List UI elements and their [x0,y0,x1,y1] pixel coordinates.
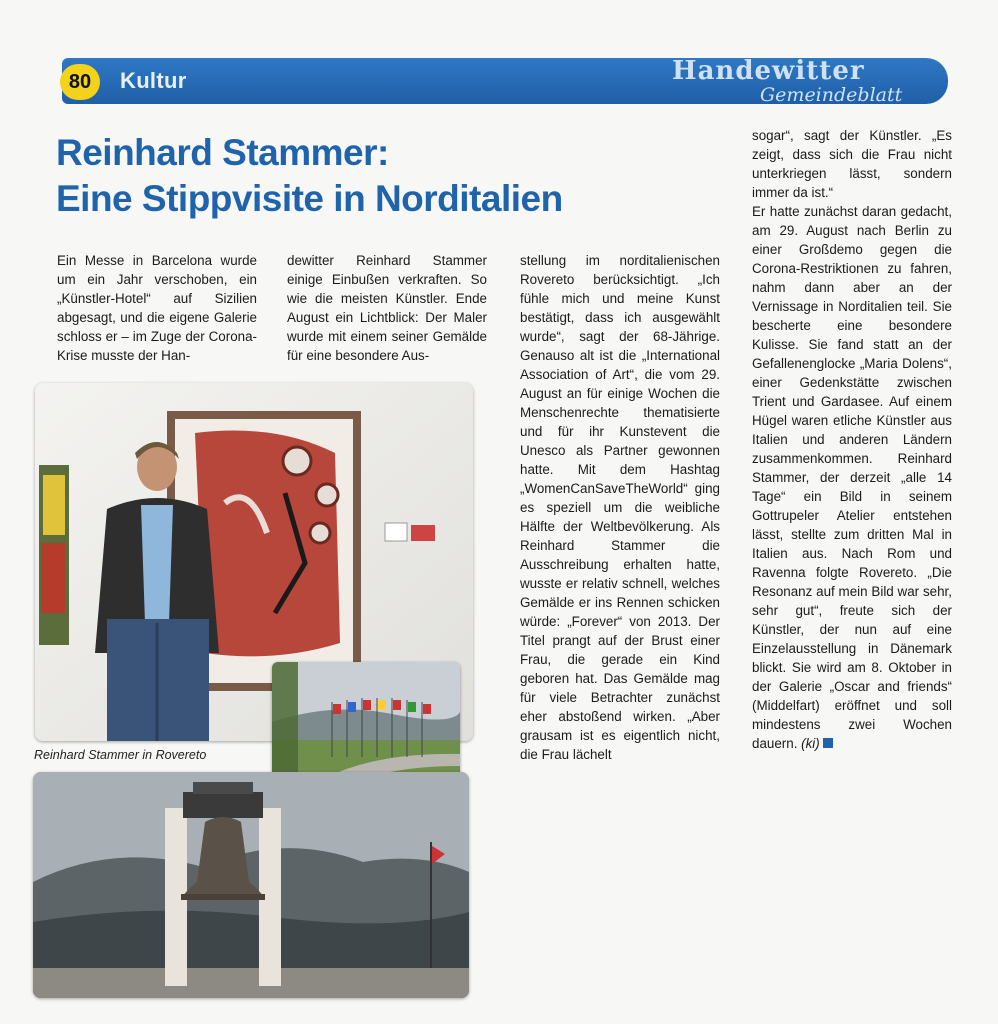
column-4-body: Er hatte zunächst daran gedacht, am 29. August nach Berlin zu einer Großdemo gegen die Corona-Restriktionen zu fahren, nahm dann aber an der Vernissage in Norditalien teil. Sie bescherte eine besondere Kulisse. Sie fand statt an der Gefallenenglocke „Maria Dolens“, einer Gedenkstätte zwischen Trient und Gardasee. Auf einem Hügel waren etliche Künstler aus Italien und anderen Ländern zusammenkommen. Reinhard Stammer, der derzeit „alle 14 Tage“ ein Bild in seinem Gottrupeler Atelier entstehen lässt, stellte zum dritten Mal in Italien aus. Nach Rom und Ravenna folgte Rovereto. „Die Resonanz auf mein Bild war sehr, sehr gut“, freute sich der Künstler, der nun auf eine Einzelausstellung in Dänemark blickt. Sie wird am 8. Oktober in der Galerie „Oscar and friends“ (Middelfart) eröffnet und soll mindestens zwei Wochen dauern. [752,204,952,751]
column-4-text-a: sogar“, sagt der Künstler. „Es zeigt, dass sich die Frau nicht unterkriegen lässt, sondern immer da ist.“ [752,128,952,200]
photo-bell-maria-dolens [33,772,469,998]
column-4-text-b [752,202,952,753]
end-mark-icon [823,738,833,748]
article-column-3 [520,251,720,764]
headline-line-2: Eine Stippvisite in Norditalien [56,178,563,219]
section-label: Kultur [120,68,187,93]
author-initials: (ki) [801,736,820,751]
photo-bell-illustration [33,772,469,998]
column-1-text: Ein Messe in Barcelona wurde um ein Jahr verschoben, ein „Künstler-Hotel“ auf Sizilien abgesagt, und die eigene Galerie schloss er – im Zuge der Corona-Krise musste der Han- [57,253,257,363]
article-column-2 [287,251,487,365]
article-headline [56,130,696,222]
headline-line-1: Reinhard Stammer: [56,132,389,173]
page-number-badge: 80 [60,64,100,100]
column-2-text: dewitter Reinhard Stammer einige Einbußen verkraften. So wie die meisten Künstler. Ende August ein Lichtblick: Der Maler wurde mit einem seiner Gemälde für eine besondere Aus- [287,253,487,363]
photo-caption: Reinhard Stammer in Rovereto [34,748,207,762]
masthead-subtitle: Gemeindeblatt [760,84,903,106]
column-3-text: stellung im norditalienischen Rovereto berücksichtigt. „Ich fühle mich und meine Kunst bestätigt, dass ich ausgewählt wurde“, sagt der 68-Jährige. Genauso alt ist die „International Association of Art“, die vom 29. August an für einige Wochen die Menschenrechte thematisierte und für ihr Kunstevent die Unesco als Partner gewonnen hatte. Mit dem Hashtag „WomenCanSaveTheWorld“ ging es speziell um die weibliche Hälfte der Weltbevölkerung. Als Reinhard Stammer die Ausschreibung erhalten hatte, wusste er relativ schnell, welches Gemälde er ins Rennen schicken würde: „Forever“ von 2013. Der Titel prangt auf der Brust einer Frau, die gerade ein Kind geboren hat. Das Gemälde mag für viele Betrachter zunächst eher abstoßend wirken. „Aber grausam ist es eigentlich nicht, die Frau lächelt [520,253,720,762]
masthead-title: Handewitter [672,56,865,86]
article-column-1 [57,251,257,365]
article-column-4 [752,126,952,753]
